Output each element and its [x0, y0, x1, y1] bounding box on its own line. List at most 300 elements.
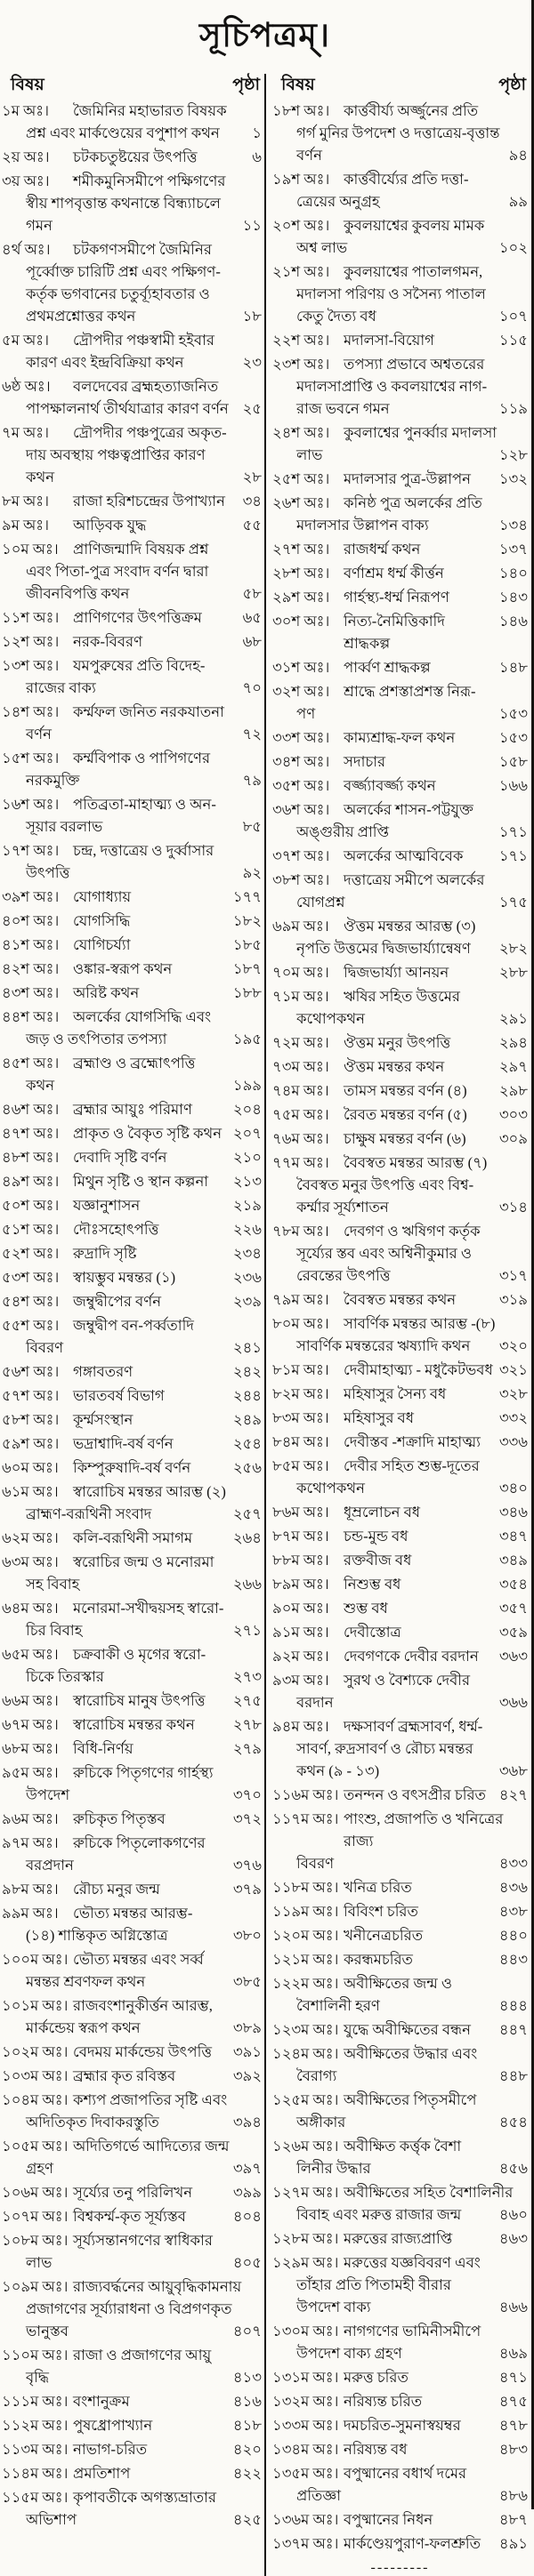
toc-entry — [272, 421, 528, 466]
chapter-label: ৮৫ম অঃ। — [272, 1457, 329, 1474]
toc-entry — [2, 1242, 262, 1264]
toc-line — [272, 562, 528, 584]
toc-line — [2, 283, 262, 305]
chapter-label: ১৫শ অঃ। — [2, 750, 60, 766]
entry-title: স্বারোচিষ মানুষ উৎপত্তি — [73, 1692, 206, 1709]
entry-title: বিবিংশ চরিত — [344, 1903, 418, 1920]
chapter-label: ১৩১ম অঃ। — [272, 2369, 339, 2386]
entry-title: স্বীয় শাপবৃত্তান্ত কথনান্তে বিন্ধ্যাচলে — [26, 195, 221, 212]
toc-entry — [2, 1994, 262, 2039]
page-number: ৪৮৬ — [498, 2487, 528, 2504]
entry-title: কথন — [26, 1077, 55, 1094]
entry-title: বিশ্বকর্ম্ম-কৃত সূর্য্যস্তব — [73, 2208, 186, 2225]
toc-line — [2, 1028, 262, 1050]
toc-line — [2, 192, 262, 214]
page-number: ৯৪ — [508, 147, 528, 164]
entry-title: অশ্ব লাভ — [296, 239, 348, 256]
toc-entry — [272, 798, 528, 843]
toc-line — [272, 190, 528, 213]
toc-line — [2, 2017, 262, 2039]
toc-line — [272, 1103, 528, 1126]
entry-title: মদালসার পুত্র-উল্লাপন — [344, 470, 472, 487]
toc-line — [2, 1074, 262, 1096]
chapter-label: ৫৬শ অঃ। — [2, 1363, 60, 1380]
entry-title: প্রথমপ্রশ্নোত্তর কথন — [26, 308, 136, 325]
entry-title: দেবগণ ও ঋষিগণ কর্তৃক — [344, 1223, 481, 1240]
entry-title: অঙ্গীকার — [296, 2114, 346, 2131]
entry-title: কর্ম্মবিপাক ও পাপিগণের — [73, 750, 211, 766]
chapter-label: ১২৫ম অঃ। — [272, 2091, 339, 2108]
toc-entry — [2, 747, 262, 791]
chapter-label: ৫০শ অঃ। — [2, 1197, 60, 1214]
entry-title: সূর্য্যসন্তানগণের স্বাধিকার — [73, 2232, 213, 2249]
toc-entry — [272, 1972, 528, 2017]
toc-line — [2, 1665, 262, 1688]
toc-entry — [272, 2438, 528, 2460]
toc-entry — [272, 2181, 528, 2226]
chapter-label: ৭৭ম অঃ। — [272, 1154, 329, 1171]
toc-line — [272, 726, 528, 749]
toc-entry — [272, 1359, 528, 1381]
chapter-label: ৫৫শ অঃ। — [2, 1317, 60, 1334]
page-number: ৪৯১ — [498, 2535, 528, 2552]
entry-title: সদাচার — [344, 753, 386, 770]
page-number: ৪৬৬ — [498, 2299, 528, 2315]
toc-line — [272, 1312, 528, 1335]
entry-title: ভৌত্য মন্বন্তর আরম্ভ- — [73, 1905, 193, 1922]
toc-entry — [272, 2227, 528, 2250]
toc-entry — [2, 1266, 262, 1288]
page-number: ২৩৬ — [232, 1269, 262, 1286]
toc-entry — [2, 1432, 262, 1455]
entry-title: পাপক্ষালনার্থ তীর্থযাত্রার কারণ বর্ণন — [26, 400, 229, 417]
toc-line — [2, 1242, 262, 1264]
entry-title: চাক্ষুষ মন্বন্তর বর্ণন (৬) — [344, 1130, 466, 1147]
toc-entry — [2, 886, 262, 908]
entry-title: রাজা ও প্রজাগণের আয়ু — [73, 2347, 212, 2363]
toc-entry — [2, 1689, 262, 1712]
entry-title: এবং পিতা-পুত্র সংবাদ বর্ণন দ্বারা — [26, 563, 209, 580]
toc-line — [2, 466, 262, 488]
toc-entry — [2, 1878, 262, 1900]
toc-entry — [272, 1431, 528, 1453]
toc-line — [272, 2390, 528, 2412]
toc-entry — [272, 329, 528, 351]
chapter-label: ১১২ম অঃ। — [2, 2417, 69, 2434]
toc-line — [2, 2320, 262, 2342]
toc-entry — [2, 1481, 262, 1525]
entry-title: কিম্পুরুষাদি-বর্ষ বর্ণন — [73, 1459, 191, 1476]
entry-title: মদালসা পরিণয় ও সসৈন্য পাতাল — [296, 285, 486, 302]
toc-line — [272, 1900, 528, 1922]
toc-line — [272, 2065, 528, 2087]
page-number: ৩৬৬ — [498, 1694, 528, 1711]
page-number: ২৩৪ — [232, 1245, 262, 1262]
page-number: ২৪৯ — [232, 1411, 262, 1428]
chapter-label: ১১৪ম অঃ। — [2, 2465, 69, 2482]
toc-line — [2, 2414, 262, 2436]
page-number: ২৬৬ — [232, 1576, 262, 1593]
entry-title: রৈবত মন্বন্তর বর্ণন (৫) — [344, 1106, 467, 1123]
toc-line — [272, 261, 528, 283]
entry-title: ধূম্রলোচন বধ — [344, 1504, 421, 1521]
toc-line — [272, 1501, 528, 1523]
page-number: ৪৫৪ — [498, 2114, 528, 2131]
chapter-label: ৯৮ম অঃ। — [2, 1881, 59, 1898]
page-number: ২৪১ — [232, 1339, 262, 1356]
page-number: ২৩ — [242, 354, 262, 371]
toc-entry — [272, 1407, 528, 1429]
toc-line — [2, 351, 262, 373]
toc-line — [2, 2298, 262, 2320]
toc-line — [272, 2532, 528, 2555]
toc-entry — [272, 961, 528, 983]
page-number: ৩৪০ — [498, 1480, 528, 1497]
entry-title: উপদেশ বাক্য গ্রহণ — [296, 2345, 402, 2362]
toc-entry — [2, 606, 262, 629]
toc-entry — [2, 514, 262, 536]
entry-title: বর্ণন — [26, 726, 53, 742]
entry-title: স্বারোচিষ মন্বন্তর কথন — [73, 1716, 195, 1733]
chapter-label: ৬৩ম অঃ। — [2, 1553, 59, 1570]
entry-title: বরদান — [296, 1694, 334, 1711]
toc-line — [272, 1477, 528, 1499]
entry-title: নাগগণের ভামিনীসমীপে — [344, 2323, 481, 2339]
entry-title: রাজ ভবনে গমন — [296, 400, 390, 417]
toc-line — [272, 961, 528, 983]
toc-entry — [272, 2366, 528, 2388]
toc-line — [2, 100, 262, 122]
chapter-label: ৪২শ অঃ। — [2, 960, 60, 977]
toc-line — [2, 1098, 262, 1120]
page-number: ৪৪৪ — [498, 1997, 528, 2014]
toc-line — [272, 1383, 528, 1405]
toc-line — [272, 702, 528, 725]
page-number: ৪৫৬ — [498, 2160, 528, 2177]
toc-entry — [2, 100, 262, 144]
page-number: ২১৩ — [232, 1173, 262, 1190]
chapter-label: ১২২ম অঃ। — [272, 1975, 339, 1992]
entry-title: কথন — [26, 469, 55, 486]
chapter-label: ১২৭ম অঃ। — [272, 2184, 339, 2201]
entry-title: রাজা হরিশচন্দ্রের উপাখ্যান — [73, 493, 225, 510]
entry-title: কনিষ্ঠ পুত্র অলর্কের প্রতি — [344, 494, 482, 511]
toc-line — [2, 1384, 262, 1407]
entry-title: অরিষ্ট কথন — [73, 984, 140, 1001]
toc-entry — [272, 1312, 528, 1357]
toc-entry — [2, 2065, 262, 2087]
toc-line — [2, 1994, 262, 2017]
entry-title: খনীনেত্রচরিত — [344, 1927, 424, 1944]
entry-title: যমপুরুষের প্রতি বিদেহ- — [73, 657, 206, 674]
entry-title: বপুষ্মানের নিধন — [344, 2511, 433, 2528]
page-number: ৩৩২ — [498, 1409, 528, 1426]
entry-title: নিত্য-নৈমিত্তিকাদি শ্রাদ্ধকল্প — [344, 613, 445, 652]
toc-line — [272, 2251, 528, 2274]
toc-line — [272, 1407, 528, 1429]
entry-title: পণ — [296, 705, 316, 722]
entry-title: অবীক্ষিতের পিতৃসমীপে — [344, 2091, 477, 2108]
toc-line — [272, 468, 528, 490]
entry-title: বলদেবের ব্রহ্মহত্যাজনিত — [73, 378, 219, 395]
chapter-label: ১১৩ম অঃ। — [2, 2441, 69, 2458]
toc-line — [2, 862, 262, 884]
chapter-label: ১১৫ম অঃ। — [2, 2489, 69, 2506]
page-number: ৪২২ — [232, 2465, 262, 2482]
toc-line — [2, 1832, 262, 1854]
end-dashes: --------- — [370, 2560, 430, 2575]
entry-title: রুচিকে পিতৃগণের গার্হস্থ্য — [73, 1764, 214, 1781]
toc-entry — [2, 793, 262, 838]
toc-line — [272, 1760, 528, 1782]
page-number: ১৪৩ — [498, 589, 528, 606]
page-number: ৪১৩ — [232, 2369, 262, 2386]
chapter-label: ১০ম অঃ। — [2, 541, 59, 558]
page-number: ১৮২ — [232, 912, 262, 929]
entry-title: দেবগণকে দেবীর বরদান — [344, 1648, 479, 1665]
chapter-label: ৫৩শ অঃ। — [2, 1269, 60, 1286]
page-number: ৪১৮ — [232, 2417, 262, 2434]
toc-entry — [2, 1948, 262, 1993]
entry-title: বর্জ্জ্যাবর্জ্জ্য কথন — [344, 777, 436, 794]
chapter-label: ১২৪ম অঃ। — [272, 2045, 339, 2062]
chapter-label: ৫১শ অঃ। — [2, 1221, 60, 1238]
toc-line — [272, 1031, 528, 1054]
toc-entry — [272, 1573, 528, 1595]
chapter-label: ৮০ম অঃ। — [272, 1315, 329, 1332]
page-number: ১ — [252, 124, 262, 141]
page-number: ৪৮৩ — [498, 2441, 528, 2458]
toc-line — [272, 214, 528, 237]
page-number: ২৮২ — [498, 940, 528, 957]
toc-line — [2, 329, 262, 351]
toc-entry — [2, 1146, 262, 1168]
toc-line — [2, 1527, 262, 1549]
entry-title: নৃপতি উত্তমের দ্বিজভার্য্যান্বেষণ — [296, 940, 471, 957]
toc-line — [272, 237, 528, 259]
toc-entry — [272, 845, 528, 867]
toc-line — [272, 1152, 528, 1174]
toc-line — [272, 891, 528, 913]
toc-entry — [2, 1713, 262, 1736]
toc-entry — [272, 610, 528, 654]
page-number: ৩২১ — [498, 1361, 528, 1378]
toc-entry — [2, 1551, 262, 1595]
toc-line — [2, 654, 262, 677]
chapter-label: ৪৮শ অঃ। — [2, 1149, 60, 1166]
toc-entry — [272, 261, 528, 327]
chapter-label: ১০৩ম অঃ। — [2, 2067, 69, 2084]
toc-line — [2, 214, 262, 237]
page-number: ৩৪৬ — [498, 1504, 528, 1521]
toc-line — [2, 1970, 262, 1993]
entry-title: নাভাগ-চরিত — [73, 2441, 148, 2458]
toc-line — [272, 329, 528, 351]
page-number: ৭০ — [242, 679, 262, 696]
toc-entry — [272, 1128, 528, 1150]
page-number: ১৩২ — [498, 470, 528, 487]
chapter-label: ৯৫ম অঃ। — [2, 1764, 59, 1781]
toc-line — [272, 845, 528, 867]
chapter-label: ৭৩ম অঃ। — [272, 1058, 329, 1075]
page-number: ৪৬০ — [498, 2206, 528, 2223]
entry-title: শ্রাদ্ধে প্রশস্তাপ্রশস্ত নিরূ- — [344, 683, 476, 700]
chapter-label: ৪র্থ অঃ। — [2, 241, 51, 258]
toc-line — [272, 1972, 528, 1994]
toc-line — [272, 656, 528, 678]
toc-line — [2, 1006, 262, 1028]
entry-title: ত্রেয়ের অনুগ্রহ — [296, 193, 380, 210]
toc-line — [2, 1218, 262, 1240]
chapter-label: ৩৬শ অঃ। — [272, 801, 330, 818]
entry-title: তনন্দন ও বৎসপ্রীর চরিত — [344, 1786, 486, 1803]
entry-title: অভিশাপ — [26, 2511, 77, 2528]
entry-title: অদিতিকৃত দিবাকরস্তুতি — [26, 2114, 159, 2131]
chapter-label: ৭০ম অঃ। — [272, 964, 329, 981]
chapter-label: ১৩০ম অঃ। — [272, 2323, 339, 2339]
entry-title: মিথুন সৃষ্টি ও স্থান কল্পনা — [73, 1173, 209, 1190]
page-number: ৩৯৪ — [232, 2114, 262, 2131]
toc-line — [272, 1669, 528, 1691]
chapter-label: ১১৮ম অঃ। — [272, 1879, 339, 1896]
chapter-label: ৯৭ম অঃ। — [2, 1834, 59, 1851]
toc-line — [2, 1481, 262, 1503]
chapter-label: ১৩৬ম অঃ। — [272, 2511, 339, 2528]
entry-title: গমন — [26, 217, 53, 234]
entry-title: কথন (৯ - ১৩) — [296, 1762, 380, 1779]
toc-entry — [272, 726, 528, 749]
chapter-label: ১২শ অঃ। — [2, 633, 60, 650]
entry-title: সূর্য্যের তনু পরিলিখন — [73, 2184, 193, 2201]
entry-title: প্রজাগণের সূর্য্যারাধনা ও বিপ্রগণকৃত — [26, 2300, 232, 2317]
toc-line — [272, 2462, 528, 2484]
entry-title: প্রতিজ্ঞা — [296, 2487, 341, 2504]
entry-title: স্বায়ম্ভুব মন্বন্তর (১) — [73, 1269, 176, 1286]
toc-line — [2, 1689, 262, 1712]
toc-line — [2, 1737, 262, 1760]
toc-line — [2, 538, 262, 560]
toc-entry — [272, 2532, 528, 2555]
toc-entry — [2, 934, 262, 956]
toc-entry — [272, 1715, 528, 1782]
toc-entry — [2, 2089, 262, 2133]
header-page: পৃষ্ঠা — [232, 76, 260, 94]
entry-title: জম্বুদ্বীপ বন-পর্ব্বতাদি — [73, 1317, 194, 1334]
chapter-label: ৫৯শ অঃ। — [2, 1435, 60, 1452]
toc-entry — [272, 2135, 528, 2179]
entry-title: অলর্কের আত্মবিবেক — [344, 847, 464, 864]
toc-line — [2, 2508, 262, 2531]
toc-entry — [272, 1808, 528, 1874]
toc-entry — [272, 1288, 528, 1311]
entry-title: যোগাধ্যায় — [73, 888, 132, 905]
entry-title: অবীক্ষিতের উদ্ধার এবং — [344, 2045, 478, 2062]
entry-title: প্রাণিগণের উৎপত্তিক্রম — [73, 609, 202, 626]
toc-line — [2, 2366, 262, 2388]
page-number: ৩৭২ — [232, 1810, 262, 1827]
entry-title: মরুত্ত চরিত — [344, 2369, 409, 2386]
toc-entry — [2, 1006, 262, 1050]
chapter-label: ৩১শ অঃ। — [272, 659, 330, 676]
page-number: ৪০৫ — [232, 2254, 262, 2271]
page-number: ৪৭৫ — [498, 2393, 528, 2410]
toc-line — [2, 1713, 262, 1736]
entry-title: যজ্ঞানুশাসন — [73, 1197, 141, 1214]
entry-title: রাজধর্ম্ম কথন — [344, 541, 421, 558]
toc-line — [272, 1994, 528, 2017]
toc-entry — [2, 1314, 262, 1359]
toc-entry — [272, 2508, 528, 2531]
page-number: ৩৬৩ — [498, 1648, 528, 1665]
toc-line — [272, 1525, 528, 1547]
chapter-label: ৮ম অঃ। — [2, 493, 49, 510]
toc-line — [272, 538, 528, 560]
toc-line — [272, 1174, 528, 1196]
entry-title: জড় ও তৎপিতার তপস্যা — [26, 1031, 167, 1047]
chapter-label: ৩য় অঃ। — [2, 173, 50, 189]
chapter-label: ১১৯ম অঃ। — [272, 1903, 339, 1920]
page-number: ২৯৭ — [498, 1058, 528, 1075]
entry-title: সাবর্ণিক মন্বন্তরের ঋষ্যাদি কথন — [296, 1337, 471, 1354]
chapter-label: ৫৮শ অঃ। — [2, 1411, 60, 1428]
entry-title: কথোপকথন — [296, 1480, 365, 1497]
page-number: ৩৭৯ — [232, 1881, 262, 1898]
chapter-label: ৩৩শ অঃ। — [272, 729, 330, 746]
entry-title: যুদ্ধে অবীক্ষিতের বন্ধন — [344, 2021, 471, 2038]
toc-line — [272, 774, 528, 797]
toc-line — [272, 2366, 528, 2388]
toc-line — [272, 100, 528, 122]
toc-line — [2, 1551, 262, 1573]
chapter-label: ৮৭ম অঃ। — [272, 1528, 329, 1545]
toc-entry — [2, 2438, 262, 2460]
toc-line — [2, 2205, 262, 2227]
toc-line — [2, 1336, 262, 1359]
toc-line — [2, 2251, 262, 2274]
chapter-label: ৯০ম অঃ। — [272, 1600, 329, 1617]
toc-line — [272, 2484, 528, 2507]
chapter-label: ১ম অঃ। — [2, 102, 49, 119]
toc-entry — [2, 839, 262, 884]
chapter-label: ৫৭শ অঃ। — [2, 1387, 60, 1404]
chapter-label: ৬ষ্ঠ অঃ। — [2, 378, 51, 395]
toc-line — [272, 1079, 528, 1102]
toc-entry — [2, 1737, 262, 1760]
chapter-label: ২৬শ অঃ। — [272, 494, 330, 511]
toc-entry — [2, 654, 262, 699]
toc-line — [2, 305, 262, 327]
page-number: ৪১৬ — [232, 2393, 262, 2410]
page-number: ৪৭৮ — [498, 2417, 528, 2434]
entry-title: প্রাকৃত ও বৈকৃত সৃষ্টি কথন — [73, 1125, 222, 1142]
page-number: ৬৫ — [242, 609, 262, 626]
toc-line — [2, 1432, 262, 1455]
page-number: ২৩৯ — [232, 1293, 262, 1310]
chapter-label: ১০৫ম অঃ। — [2, 2138, 69, 2155]
toc-line — [272, 1007, 528, 1030]
entry-title: বৈরাগ্য — [296, 2067, 337, 2084]
toc-line — [272, 2296, 528, 2318]
entry-title: রুচিকৃত পিতৃস্তব — [73, 1810, 166, 1827]
toc-entry — [272, 869, 528, 913]
entry-title: যোগপ্রশ্ন — [296, 894, 345, 911]
page-number: ৩২৮ — [498, 1385, 528, 1402]
toc-entry — [272, 214, 528, 259]
page-number: ২১৯ — [232, 1197, 262, 1214]
entry-title: নরক-বিবরণ — [73, 633, 143, 650]
toc-line — [2, 793, 262, 815]
entry-title: চটকচতুষ্টয়ের উৎপত্তি — [73, 148, 198, 165]
